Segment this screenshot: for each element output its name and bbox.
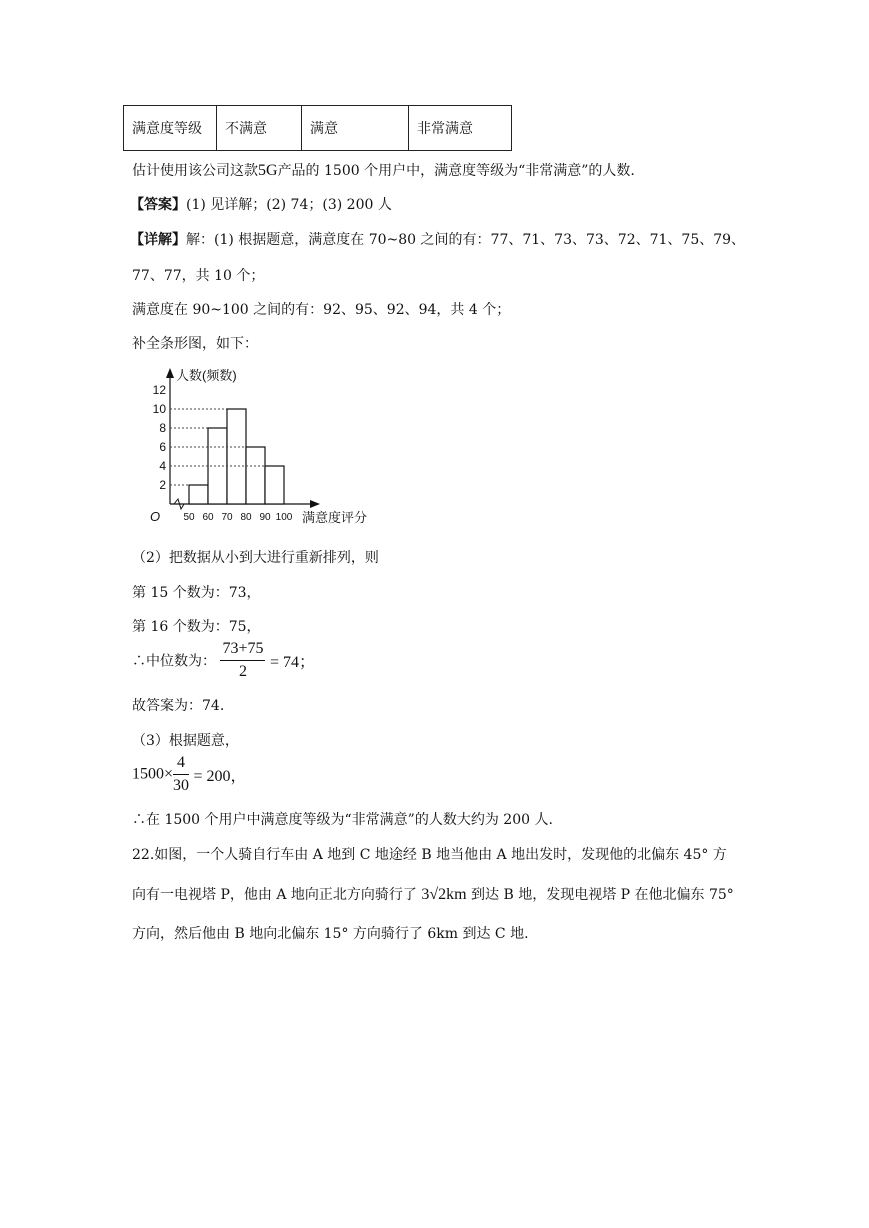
median-line xyxy=(132,640,315,681)
estimate-text-a: 估计使用该公司这款 xyxy=(132,163,258,179)
x-tick-label: 70 xyxy=(221,512,233,523)
part2-answer-line: 故答案为：74. xyxy=(132,698,225,714)
calc-numerator: 4 xyxy=(173,754,189,775)
detail-line xyxy=(130,229,745,249)
estimate-line xyxy=(132,160,635,180)
satisfaction-histogram xyxy=(140,362,400,534)
y-tick-label: 8 xyxy=(159,421,166,435)
median-numerator: 73+75 xyxy=(220,640,265,661)
satisfaction-grade-table xyxy=(123,105,512,151)
histogram-bar xyxy=(246,447,265,504)
n15-line: 第 15 个数为：73， xyxy=(132,585,261,601)
detail-label: 【详解】 xyxy=(130,232,186,248)
complete-chart-line: 补全条形图，如下： xyxy=(132,336,258,352)
x-tick-label: 90 xyxy=(259,512,271,523)
table-cell: 不满意 xyxy=(217,106,302,151)
x-tick-label: 60 xyxy=(202,512,214,523)
y-tick-label: 12 xyxy=(152,383,166,397)
detail-text: 解：(1) 根据题意，满意度在 70~80 之间的有：77、71、73、73、72、71、75、79、 xyxy=(186,232,746,248)
part3-line: （3）根据题意， xyxy=(132,733,239,749)
table-row xyxy=(124,106,512,151)
answer-text: (1) 见详解；(2) 74；(3) 200 人 xyxy=(186,197,392,213)
calc-result: = 200， xyxy=(193,768,247,785)
table-cell: 满意 xyxy=(302,106,409,151)
range-90-line: 满意度在 90~100 之间的有：92、95、92、94，共 4 个； xyxy=(132,302,511,318)
y-axis-title: 人数(频数) xyxy=(176,368,237,383)
calc-line xyxy=(132,754,247,795)
answer-label: 【答案】 xyxy=(130,197,186,213)
median-fraction xyxy=(220,640,265,681)
x-tick-label: 80 xyxy=(240,512,252,523)
median-prefix: ∴中位数为： xyxy=(132,653,216,670)
estimate-text-b: 产品的 1500 个用户中，满意度等级为“非常满意”的人数. xyxy=(277,163,635,179)
y-tick-label: 6 xyxy=(159,440,166,454)
q22-line-3: 方向，然后他由 B 地向北偏东 15° 方向骑行了 6km 到达 C 地. xyxy=(132,926,529,942)
q22-line-2a: 向有一电视塔 P，他由 A 地向正北方向骑行了 xyxy=(132,887,417,903)
q22-line-2b: 到达 B 地，发现电视塔 P 在他北偏东 75° xyxy=(471,887,734,903)
q22-line-1: 22.如图，一个人骑自行车由 A 地到 C 地途经 B 地当他由 A 地出发时，发现他的北偏东 45° 方 xyxy=(132,847,727,863)
median-denominator: 2 xyxy=(238,663,247,680)
y-axis-arrow xyxy=(166,368,174,378)
x-axis-arrow xyxy=(310,500,320,508)
x-tick-label: 100 xyxy=(275,512,293,523)
q22-distance: 3√2km xyxy=(421,886,467,903)
conclusion-line: ∴在 1500 个用户中满意度等级为“非常满意”的人数大约为 200 人. xyxy=(132,812,553,828)
q22-line-2 xyxy=(132,884,734,904)
y-tick-label: 2 xyxy=(159,478,166,492)
x-tick-label: 50 xyxy=(183,512,195,523)
y-tick-label: 4 xyxy=(159,459,166,473)
histogram-bar xyxy=(189,485,208,504)
y-tick-label: 10 xyxy=(152,402,166,416)
answer-line xyxy=(130,194,392,214)
calc-denominator: 30 xyxy=(173,777,190,794)
x-axis-title: 满意度评分 xyxy=(302,510,368,525)
estimate-5g: 5G xyxy=(258,162,278,179)
part2-line: （2）把数据从小到大进行重新排列，则 xyxy=(132,550,379,566)
detail-continued: 77、77，共 10 个； xyxy=(132,268,265,284)
table-cell: 满意度等级 xyxy=(124,106,217,151)
n16-line: 第 16 个数为：75， xyxy=(132,619,261,635)
table-cell: 非常满意 xyxy=(409,106,512,151)
origin-label: O xyxy=(150,509,161,524)
calc-prefix: 1500× xyxy=(132,765,174,783)
histogram-bar xyxy=(265,466,284,504)
calc-fraction xyxy=(173,754,189,795)
median-result: = 74； xyxy=(269,654,315,671)
histogram-bar xyxy=(227,409,246,504)
